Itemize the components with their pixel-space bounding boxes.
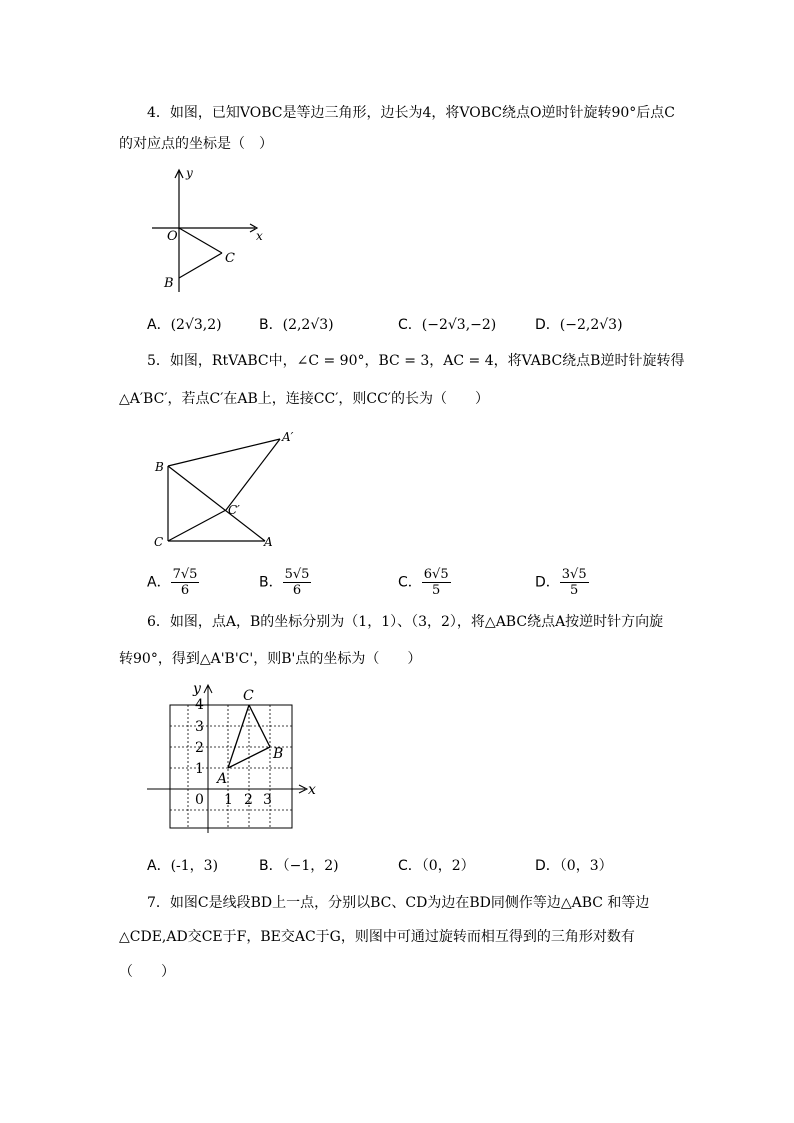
q4-label-c: C — [225, 251, 235, 266]
q4-stem-line2: 的对应点的坐标是（ ） — [119, 136, 273, 152]
q6-option-a[interactable]: A．(-1，3) — [147, 858, 219, 874]
q6-stem-line2: 转90°，得到△A'B'C'，则B'点的坐标为（ ） — [119, 651, 422, 667]
q4-stem-line1: 4．如图，已知VOBC是等边三角形，边长为4，将VOBC绕点O逆时针旋转90°后点C — [147, 105, 676, 121]
q5-label-a: A — [264, 535, 273, 549]
q6-label-a: A — [217, 771, 228, 787]
q6-xtick-1: 1 — [224, 792, 233, 808]
q6-label-x: x — [308, 782, 316, 798]
q7-stem-line1: 7．如图C是线段BD上一点，分别以BC、CD为边在BD同侧作等边△ABC 和等边 — [147, 895, 650, 911]
q4-label-b: B — [164, 276, 174, 291]
q6-option-b[interactable]: B．（−1，2) — [259, 858, 339, 874]
q4-option-d[interactable]: D．(−2,2√3) — [535, 317, 623, 333]
q5-option-d[interactable]: D． $\frac{3√5}{5}$ — [535, 567, 587, 598]
q5-option-c[interactable]: C． $\frac{6√5}{5}$ — [398, 567, 449, 598]
q6-label-b: B — [273, 746, 284, 762]
q5-label-b: B — [155, 460, 164, 474]
q4-label-o: O — [167, 229, 178, 244]
q6-ytick-4: 4 — [195, 697, 204, 713]
q5-label-a1: A′ — [282, 430, 294, 444]
q5-figure — [150, 428, 300, 548]
q4-label-y: y — [186, 166, 193, 180]
q6-stem-line1: 6．如图，点A，B的坐标分别为（1，1）、（3，2），将△ABC绕点A按逆时针方向旋 — [147, 614, 664, 630]
q6-ytick-3: 3 — [195, 719, 204, 735]
q6-option-d[interactable]: D．（0，3） — [535, 858, 613, 874]
q5-option-b[interactable]: B． $\frac{5√5}{6}$ — [259, 567, 310, 598]
q6-label-c: C — [243, 688, 254, 704]
q6-xtick-3: 3 — [263, 792, 272, 808]
q4-option-c[interactable]: C．(−2√3,−2) — [398, 317, 497, 333]
q5-option-a[interactable]: A． $\frac{7√5}{6}$ — [147, 567, 198, 598]
q4-figure — [150, 168, 280, 298]
q6-xtick-0: 0 — [195, 792, 204, 808]
q4-label-x: x — [256, 229, 263, 243]
q5-label-c: C — [154, 535, 164, 549]
q5-label-c1: C′ — [228, 503, 240, 517]
q6-label-y: y — [193, 681, 201, 697]
q5-stem-line2: △A′BC′，若点C′在AB上，连接CC′，则CC′的长为（ ） — [119, 391, 489, 407]
q6-figure — [145, 683, 325, 833]
q4-option-b[interactable]: B．(2,2√3) — [259, 317, 334, 333]
q6-option-c[interactable]: C．（0，2） — [398, 858, 475, 874]
q5-stem-line1: 5．如图，RtVABC中，∠C = 90°，BC = 3，AC = 4，将VABC绕点B逆时针旋转得 — [147, 353, 685, 369]
q7-stem-line3: （ ） — [119, 964, 175, 980]
q6-ytick-2: 2 — [195, 740, 204, 756]
q6-xtick-2: 2 — [244, 792, 253, 808]
q4-option-a[interactable]: A．(2√3,2) — [147, 317, 222, 333]
q7-stem-line2: △CDE,AD交CE于F，BE交AC于G，则图中可通过旋转而相互得到的三角形对数有 — [119, 929, 635, 945]
q6-ytick-1: 1 — [195, 761, 204, 777]
